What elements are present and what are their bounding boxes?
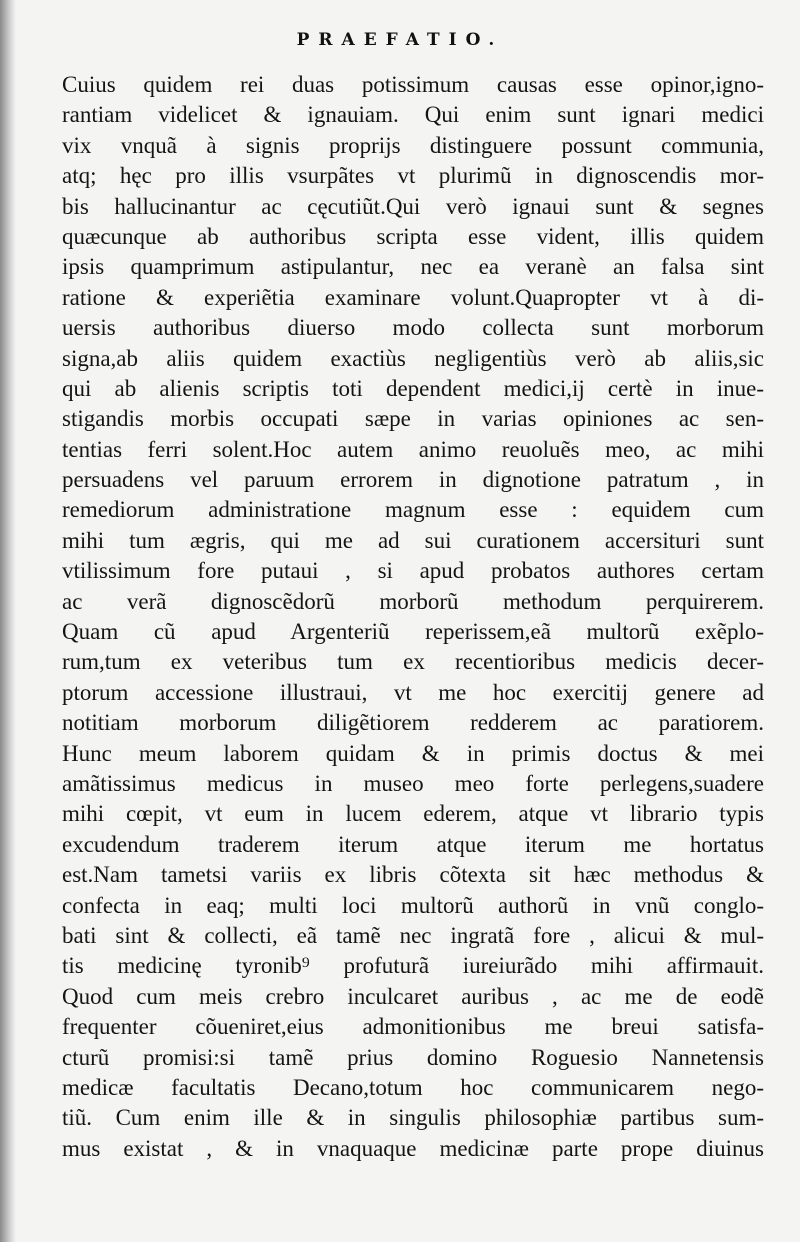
text-line: mihi cœpit, vt eum in lucem ederem, atque vt librario typis — [62, 801, 764, 827]
text-line: tiũ. Cum enim ille & in singulis philosophiæ partibus sum- — [62, 1105, 764, 1131]
text-line: amãtissimus medicus in museo meo forte perlegens,suadere — [62, 770, 764, 796]
text-line: remediorum administratione magnum esse : equidem cum — [62, 497, 764, 523]
text-line: bati sint & collecti, eã tamẽ nec ingratã fore , alicui & mul- — [62, 922, 764, 948]
text-line: excudendum traderem iterum atque iterum me hortatus — [62, 831, 764, 857]
text-line: tentias ferri solent.Hoc autem animo reuoluẽs meo, ac mihi — [62, 436, 764, 462]
text-line: Quod cum meis crebro inculcaret auribus , ac me de eodẽ — [62, 983, 764, 1009]
page-binding-shadow — [0, 0, 16, 1242]
text-line: Quam cũ apud Argenteriũ reperissem,eã multorũ exẽplo- — [62, 619, 764, 645]
text-line: ptorum accessione illustraui, vt me hoc exercitij genere ad — [62, 679, 764, 705]
text-line: medicæ facultatis Decano,totum hoc communicarem nego- — [62, 1074, 764, 1100]
text-line: Hunc meum laborem quidam & in primis doctus & mei — [62, 740, 764, 766]
text-line: mihi tum ægris, qui me ad sui curationem accersituri sunt — [62, 527, 764, 553]
text-line: notitiam morborum diligẽtiorem redderem ac paratiorem. — [62, 710, 764, 736]
text-line: tis medicinę tyronib⁹ profuturã iureiurãdo mihi affirmauit. — [62, 953, 764, 979]
text-line: cturũ promisi:si tamẽ prius domino Roguesio Nannetensis — [62, 1044, 764, 1070]
text-line: est.Nam tametsi variis ex libris cõtexta sit hæc methodus & — [62, 862, 764, 888]
text-line: Cuius quidem rei duas potissimum causas esse opinor,igno- — [62, 72, 764, 97]
text-line: frequenter cõueniret,eius admonitionibus me breui satisfa- — [62, 1014, 764, 1040]
text-line: confecta in eaq; multi loci multorũ authorũ in vnũ conglo- — [62, 892, 764, 918]
text-line: vtilissimum fore putaui , si apud probatos authores certam — [62, 558, 764, 584]
text-line: ratione & experiẽtia examinare volunt.Quapropter vt à di- — [62, 284, 764, 310]
text-line: rum,tum ex veteribus tum ex recentioribus medicis decer- — [62, 649, 764, 675]
text-line: ac verã dignoscẽdorũ morborũ methodum perquirerem. — [62, 588, 764, 614]
text-line: ipsis quamprimum astipulantur, nec ea veranè an falsa sint — [62, 254, 764, 280]
body-text — [62, 70, 764, 1164]
text-line: mus existat , & in vnaquaque medicinæ parte prope diuinus — [62, 1135, 764, 1161]
text-line: persuadens vel paruum errorem in dignotione patratum , in — [62, 467, 764, 493]
text-line: bis hallucinantur ac cęcutiũt.Qui verò ignaui sunt & segnes — [62, 193, 764, 219]
running-header: PRAEFATIO. — [296, 30, 504, 50]
text-line: rantiam videlicet & ignauiam. Qui enim sunt ignari medici — [62, 102, 764, 128]
text-line: qui ab alienis scriptis toti dependent medici,ij certè in inue- — [62, 375, 764, 401]
text-line: atq; hęc pro illis vsurpãtes vt plurimũ in dignoscendis mor- — [62, 163, 764, 189]
text-line: uersis authoribus diuerso modo collecta sunt morborum — [62, 315, 764, 341]
text-line: quæcunque ab authoribus scripta esse vident, illis quidem — [62, 223, 764, 249]
text-line: signa,ab aliis quidem exactiùs negligentiùs verò ab aliis,sic — [62, 345, 764, 371]
text-line: vix vnquã à signis proprijs distinguere possunt communia, — [62, 132, 764, 158]
text-line: stigandis morbis occupati sæpe in varias opiniones ac sen- — [62, 406, 764, 432]
